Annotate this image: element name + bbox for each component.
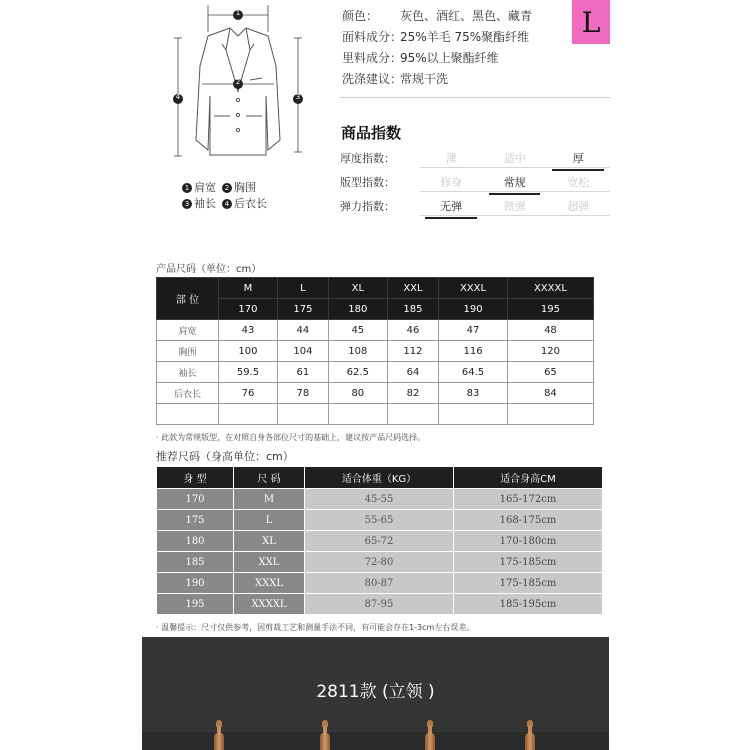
table-cell: 45 <box>328 320 387 341</box>
height-header: 185 <box>387 299 438 320</box>
size-tag: L <box>572 0 610 44</box>
hanger-peg-icon <box>320 720 330 750</box>
attr-color: 颜色： 灰色、酒红、黑色、藏青 <box>342 9 533 23</box>
row-label: 肩宽 <box>157 320 219 341</box>
index-title: 商品指数 <box>341 124 402 142</box>
table-cell: 76 <box>219 383 278 404</box>
index-scale-line <box>420 215 610 216</box>
recommend-header: 适合身高CM <box>454 467 602 488</box>
row-label: 后衣长 <box>157 383 219 404</box>
height-header: 180 <box>328 299 387 320</box>
table-cell <box>387 404 438 425</box>
table-cell: M <box>234 489 304 509</box>
index-option: 无弹 <box>419 198 483 214</box>
table-cell <box>277 404 328 425</box>
index-label: 版型指数： <box>340 176 395 189</box>
size-table-caption: 产品尺码（单位：cm） <box>156 264 262 275</box>
hanger-peg-icon <box>425 720 435 750</box>
height-header: 175 <box>277 299 328 320</box>
table-cell: 195 <box>157 594 233 614</box>
table-row <box>157 552 602 572</box>
index-option: 宽松 <box>567 176 590 189</box>
size-header: XXXXL <box>507 278 593 299</box>
index-option: 修身 <box>440 176 463 189</box>
recommend-note: · 温馨提示：尺寸仅供参考，因剪裁工艺和测量手法不同，有可能会存在1-3cm左右误差。 <box>156 623 475 632</box>
table-cell: 100 <box>219 341 278 362</box>
hanger-peg-icon <box>214 720 224 750</box>
legend-item-sleeve: 3 袖长 <box>182 196 216 212</box>
marker-3: 3 <box>295 93 301 101</box>
marker-1: 1 <box>235 9 241 17</box>
marker-4: 4 <box>175 93 181 101</box>
jacket-measurement-diagram <box>160 0 310 175</box>
height-header: 170 <box>219 299 278 320</box>
table-cell: 175-185cm <box>454 573 602 593</box>
legend-item-back-length: 4 后衣长 <box>222 196 267 212</box>
recommend-header: 适合体重（KG） <box>305 467 453 488</box>
size-header: XXXL <box>439 278 508 299</box>
row-label <box>157 404 219 425</box>
table-row <box>157 320 594 341</box>
table-cell: 108 <box>328 341 387 362</box>
table-row <box>157 362 594 383</box>
index-label: 厚度指数： <box>340 152 395 165</box>
recommend-table <box>156 466 603 615</box>
table-cell: 59.5 <box>219 362 278 383</box>
index-option: 厚 <box>546 150 610 166</box>
banner-title: 2811款 (立领 ) <box>316 682 435 702</box>
recommend-caption: 推荐尺码（身高单位：cm） <box>156 450 294 463</box>
table-cell: 175 <box>157 510 233 530</box>
attr-fabric: 面料成分：25%羊毛 75%聚酯纤维 <box>342 30 530 44</box>
index-option: 薄 <box>445 152 457 165</box>
index-row <box>340 170 610 194</box>
table-cell: 62.5 <box>328 362 387 383</box>
index-option: 适中 <box>503 152 526 165</box>
table-cell: 170-180cm <box>454 531 602 551</box>
divider <box>340 97 610 98</box>
index-scale-line <box>420 191 610 192</box>
size-table-note: · 此款为常规版型，在对照自身各部位尺寸的基础上，建议按产品尺码选择。 <box>156 433 426 442</box>
size-table <box>156 277 594 425</box>
size-header: XXL <box>387 278 438 299</box>
index-option: 常规 <box>483 174 547 190</box>
table-row <box>157 510 602 530</box>
table-cell: 72-80 <box>305 552 453 572</box>
table-cell: 64.5 <box>439 362 508 383</box>
table-cell: XXXL <box>234 573 304 593</box>
part-header: 部 位 <box>157 278 219 320</box>
index-option: 微弹 <box>503 200 526 213</box>
recommend-header: 身 型 <box>157 467 233 488</box>
table-cell: 64 <box>387 362 438 383</box>
table-cell: 84 <box>507 383 593 404</box>
table-cell: 61 <box>277 362 328 383</box>
table-cell: XXL <box>234 552 304 572</box>
table-cell: 87-95 <box>305 594 453 614</box>
jacket-outline-icon <box>160 0 310 175</box>
table-cell: 44 <box>277 320 328 341</box>
size-header: XL <box>328 278 387 299</box>
attr-washing: 洗涤建议：常规干洗 <box>342 72 449 86</box>
table-row <box>157 404 594 425</box>
height-header: 195 <box>507 299 593 320</box>
measurement-legend <box>182 180 292 212</box>
table-row <box>157 489 602 509</box>
table-cell: 180 <box>157 531 233 551</box>
table-cell <box>219 404 278 425</box>
table-row <box>157 341 594 362</box>
table-row <box>157 573 602 593</box>
table-cell: 55-65 <box>305 510 453 530</box>
table-cell: 65 <box>507 362 593 383</box>
table-row <box>157 594 602 614</box>
size-header: L <box>277 278 328 299</box>
table-cell: 80-87 <box>305 573 453 593</box>
table-cell: 65-72 <box>305 531 453 551</box>
product-banner <box>142 637 609 750</box>
table-cell: 80 <box>328 383 387 404</box>
attr-lining: 里料成分：95%以上聚酯纤维 <box>342 51 499 65</box>
table-cell: 48 <box>507 320 593 341</box>
index-option: 超弹 <box>567 200 590 213</box>
table-cell <box>507 404 593 425</box>
table-cell: 46 <box>387 320 438 341</box>
table-cell: 83 <box>439 383 508 404</box>
table-cell: 165-172cm <box>454 489 602 509</box>
table-cell: 104 <box>277 341 328 362</box>
table-cell: 47 <box>439 320 508 341</box>
table-cell: 120 <box>507 341 593 362</box>
table-cell: 168-175cm <box>454 510 602 530</box>
table-row <box>157 531 602 551</box>
table-row <box>157 383 594 404</box>
marker-2: 2 <box>235 78 241 86</box>
legend-item-chest: 2 胸围 <box>222 180 256 196</box>
index-scale-line <box>420 167 610 168</box>
table-cell: 116 <box>439 341 508 362</box>
index-row <box>340 194 610 218</box>
index-grid <box>340 146 610 218</box>
table-cell: 112 <box>387 341 438 362</box>
table-cell: XL <box>234 531 304 551</box>
table-cell: 82 <box>387 383 438 404</box>
height-header: 190 <box>439 299 508 320</box>
legend-item-shoulder: 1 肩宽 <box>182 180 216 196</box>
table-cell: 45-55 <box>305 489 453 509</box>
table-cell <box>439 404 508 425</box>
table-cell: 170 <box>157 489 233 509</box>
table-cell <box>328 404 387 425</box>
hanger-peg-icon <box>525 720 535 750</box>
banner-floor <box>142 732 609 750</box>
table-cell: 190 <box>157 573 233 593</box>
row-label: 袖长 <box>157 362 219 383</box>
table-cell: 43 <box>219 320 278 341</box>
table-cell: 185-195cm <box>454 594 602 614</box>
index-label: 弹力指数： <box>340 200 395 213</box>
row-label: 胸围 <box>157 341 219 362</box>
table-cell: 175-185cm <box>454 552 602 572</box>
recommend-header: 尺 码 <box>234 467 304 488</box>
table-cell: XXXXL <box>234 594 304 614</box>
size-header: M <box>219 278 278 299</box>
index-row <box>340 146 610 170</box>
table-cell: 185 <box>157 552 233 572</box>
table-cell: 78 <box>277 383 328 404</box>
table-cell: L <box>234 510 304 530</box>
product-attributes <box>342 2 610 90</box>
